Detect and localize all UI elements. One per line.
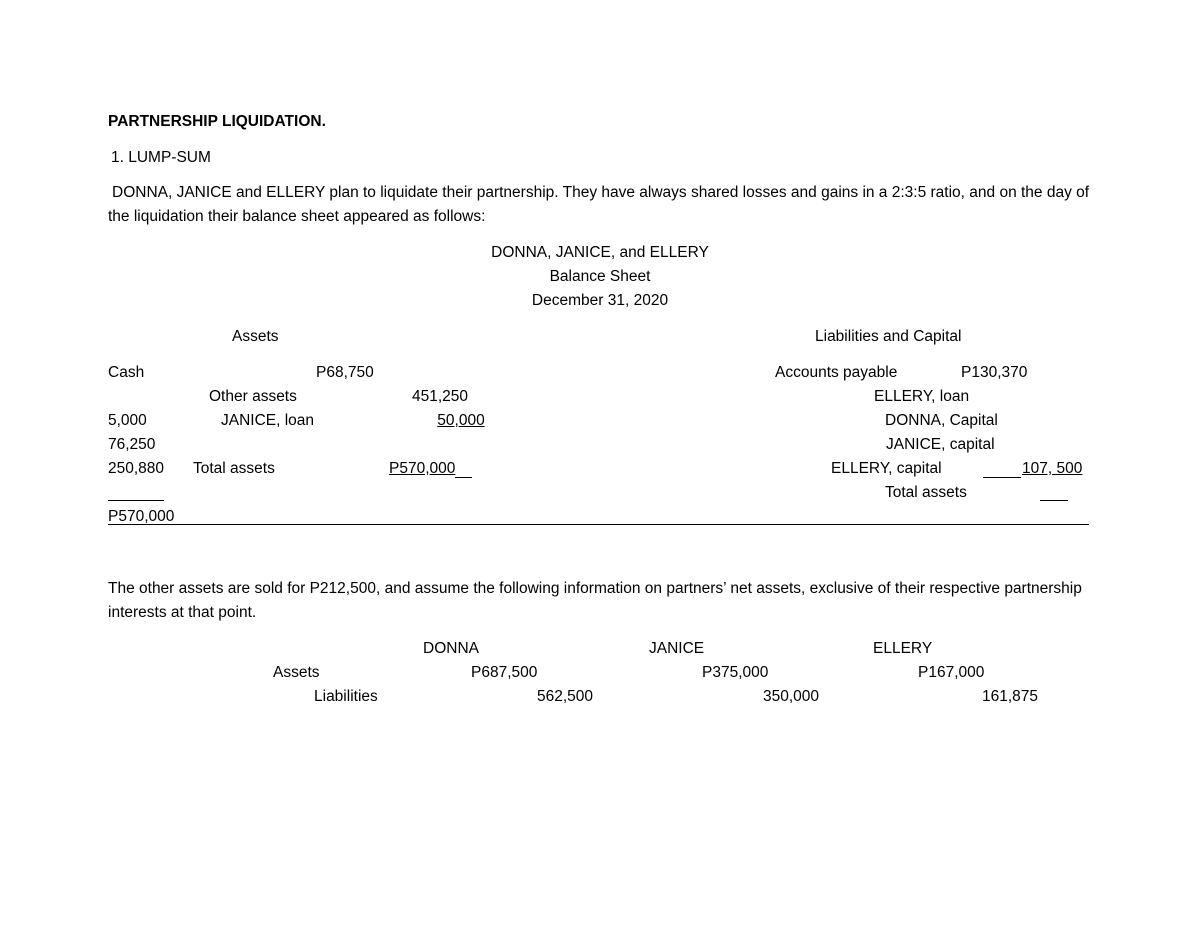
assets-header: Assets xyxy=(232,328,279,345)
total-assets-label: Total assets xyxy=(193,460,275,477)
cash-label: Cash xyxy=(108,364,145,381)
column-header-janice: JANICE xyxy=(649,640,705,657)
intro-paragraph: DONNA, JANICE and ELLERY plan to liquidate their partnership. They have always shared losses and gains in a 2:3:5 ratio, and on the day of the liquidation their balance sheet appeared as follows: xyxy=(108,184,1090,225)
row-label-liabilities: Liabilities xyxy=(314,688,378,705)
statement-date: December 31, 2020 xyxy=(531,292,669,309)
donna-liabilities-value: 562,500 xyxy=(537,688,594,705)
donna-capital-label: DONNA, Capital xyxy=(885,412,998,429)
janice-loan-label: JANICE, loan xyxy=(221,412,315,429)
ellery-capital-underline xyxy=(983,477,1021,478)
accounts-payable-value: P130,370 xyxy=(961,364,1028,381)
donna-capital-value: 76,250 xyxy=(108,436,156,453)
janice-assets-value: P375,000 xyxy=(702,664,769,681)
ellery-loan-label: ELLERY, loan xyxy=(874,388,970,405)
balance-sheet-bottom-rule xyxy=(108,524,1089,525)
ellery-assets-value: P167,000 xyxy=(918,664,985,681)
janice-capital-value: 250,880 xyxy=(108,460,165,477)
column-header-ellery: ELLERY xyxy=(873,640,933,657)
company-name: DONNA, JANICE, and ELLERY xyxy=(491,244,709,261)
donna-assets-value: P687,500 xyxy=(471,664,538,681)
janice-capital-label: JANICE, capital xyxy=(886,436,995,453)
liabilities-capital-header: Liabilities and Capital xyxy=(815,328,962,345)
column-header-donna: DONNA xyxy=(423,640,479,657)
total-liabilities-underline xyxy=(1040,500,1068,501)
total-assets-value: P570,000 xyxy=(389,460,456,477)
ellery-capital-value: 107, 500 xyxy=(1022,460,1083,477)
total-liabilities-label: Total assets xyxy=(885,484,967,501)
cash-value: P68,750 xyxy=(316,364,374,381)
cash-column-rule xyxy=(108,500,164,501)
accounts-payable-label: Accounts payable xyxy=(775,364,898,381)
total-liabilities-value: P570,000 xyxy=(108,508,175,525)
statement-name: Balance Sheet xyxy=(549,268,651,285)
total-assets-underline xyxy=(455,477,472,478)
followup-paragraph: The other assets are sold for P212,500, and assume the following information on partners’ net assets, exclusive of their respective partnership interests at that point. xyxy=(108,580,1082,621)
other-assets-value: 451,250 xyxy=(412,388,469,405)
page-title: PARTNERSHIP LIQUIDATION. xyxy=(108,113,326,130)
janice-loan-value: 50,000 xyxy=(437,412,485,429)
ellery-capital-label: ELLERY, capital xyxy=(831,460,942,477)
other-assets-label: Other assets xyxy=(209,388,297,405)
ellery-liabilities-value: 161,875 xyxy=(982,688,1039,705)
section-heading: 1. LUMP-SUM xyxy=(111,149,211,166)
janice-liabilities-value: 350,000 xyxy=(763,688,820,705)
row-label-assets: Assets xyxy=(273,664,320,681)
ellery-loan-value: 5,000 xyxy=(108,412,147,429)
